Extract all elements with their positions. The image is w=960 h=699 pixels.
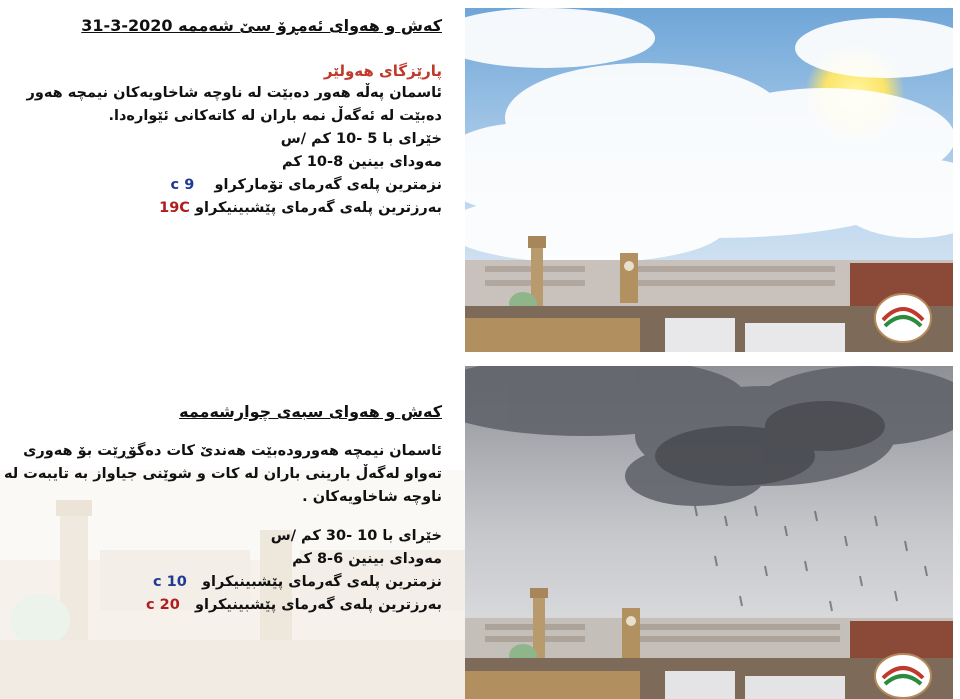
region-label: پارێزگای هەولێر bbox=[323, 62, 442, 80]
tomorrow-low-label: نزمترین پلەی گەرمای پێشبینیکراو bbox=[202, 574, 442, 590]
today-visibility: مەودای بینین 8-10 کم bbox=[281, 154, 442, 170]
tomorrow-visibility: مەودای بینین 6-8 کم bbox=[292, 551, 442, 567]
tomorrow-wind: خێرای با 10 -30 کم /س bbox=[270, 528, 442, 544]
tomorrow-weather-photo bbox=[465, 366, 953, 699]
today-low-label: نزمترین پلەی گەرمای تۆمارکراو bbox=[214, 177, 442, 193]
today-wind: خێرای با 5 -10 کم /س bbox=[280, 131, 442, 147]
today-forecast-panel bbox=[2, 14, 442, 220]
tomorrow-low-temp bbox=[2, 571, 442, 594]
tomorrow-forecast-panel bbox=[2, 400, 442, 617]
today-high-value: 19C bbox=[159, 200, 190, 216]
tomorrow-high-label: بەرزترین پلەی گەرمای پێشبینیکراو bbox=[195, 597, 442, 613]
tomorrow-high-value: 20 c bbox=[145, 597, 180, 613]
today-low-temp bbox=[2, 174, 442, 197]
tomorrow-sky-description: ئاسمان نیمچە هەورودەبێت هەندێ کات دەگۆڕێت بۆ هەوری تەواو لەگەڵ بارینی باران لە کات و شوێنی جیاواز بە تایبەت لە ناوچە شاخاویەکان . bbox=[4, 443, 442, 505]
today-low-value: 9 c bbox=[170, 177, 195, 193]
today-high-temp bbox=[2, 197, 442, 220]
today-high-label: بەرزترین پلەی گەرمای پێشبینیکراو bbox=[195, 200, 442, 216]
today-heading: کەش و هەوای ئەمڕۆ سێ شەممە 2020-3-31 bbox=[81, 16, 442, 35]
today-weather-photo bbox=[465, 8, 953, 352]
tomorrow-heading: کەش و هەوای سبەی چوارشەممە bbox=[179, 402, 442, 421]
today-sky-description: ئاسمان پەڵە هەور دەبێت لە ناوچە شاخاویەکان نیمچە هەور دەبێت لە ئەگەڵ نمە باران لە کاتەکانی ئێوارەدا. bbox=[26, 85, 442, 124]
tomorrow-low-value: 10 c bbox=[153, 574, 187, 590]
tomorrow-high-temp bbox=[2, 594, 442, 617]
